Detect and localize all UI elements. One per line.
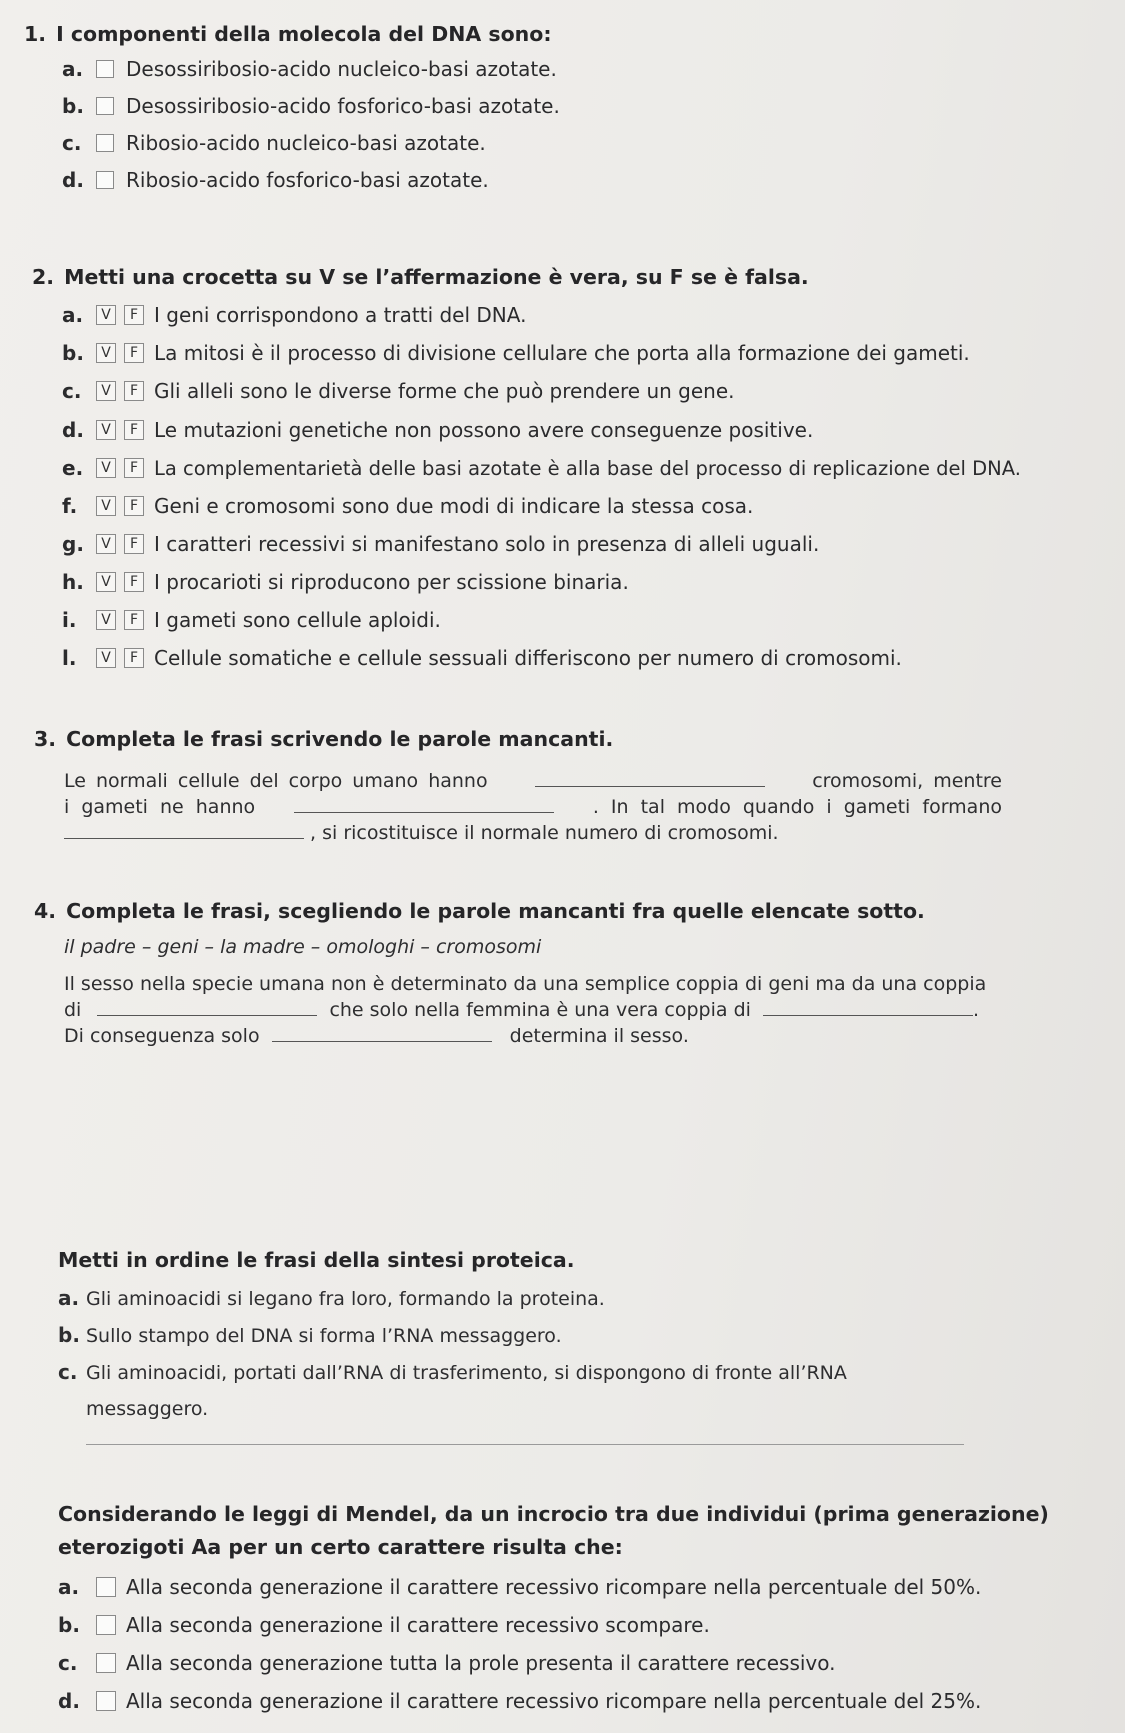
false-box[interactable]: F [124, 648, 144, 668]
q2-item-c [62, 379, 735, 403]
q2-item-h [62, 570, 629, 594]
false-box[interactable]: F [124, 534, 144, 554]
q4-text: . [972, 999, 980, 1021]
q1-option-b[interactable] [62, 94, 560, 118]
q4-blank-3[interactable] [272, 1023, 492, 1042]
option-letter: a. [62, 57, 84, 81]
option-letter: d. [62, 168, 84, 192]
q2-item-e [62, 456, 1021, 480]
q5-answer-line[interactable] [86, 1444, 964, 1445]
q4-text: che solo nella femmina è una vera coppia di [329, 999, 751, 1021]
true-box[interactable]: V [96, 534, 116, 554]
item-text: Gli aminoacidi, portati dall’RNA di trasferimento, si dispongono di fronte all’RNA [86, 1362, 847, 1384]
q3-title [34, 727, 613, 751]
statement-text: La complementarietà delle basi azotate è alla base del processo di replicazione del DNA. [154, 456, 1021, 480]
q2-number: 2. [32, 265, 55, 289]
statement-text: La mitosi è il processo di divisione cellulare che porta alla formazione dei gameti. [154, 341, 970, 365]
true-box[interactable]: V [96, 610, 116, 630]
q1-number: 1. [24, 22, 47, 46]
q3-line-2 [64, 794, 1002, 820]
option-letter: b. [58, 1613, 80, 1637]
q6-checkbox-a[interactable] [96, 1577, 116, 1597]
q6-option-c[interactable] [58, 1651, 836, 1675]
q1-checkbox-b[interactable] [96, 97, 114, 115]
q5-title: Metti in ordine le frasi della sintesi proteica. [58, 1248, 575, 1272]
false-box[interactable]: F [124, 496, 144, 516]
option-text: Alla seconda generazione il carattere recessivo scompare. [126, 1613, 710, 1637]
item-letter: b. [62, 341, 84, 365]
true-box[interactable]: V [96, 305, 116, 325]
q6-option-a[interactable] [58, 1575, 981, 1599]
true-box[interactable]: V [96, 648, 116, 668]
true-box[interactable]: V [96, 572, 116, 592]
item-letter: a. [62, 303, 84, 327]
q2-item-a [62, 303, 526, 327]
option-text: Ribosio-acido nucleico-basi azotate. [126, 131, 486, 155]
q3-text: cromosomi, mentre [812, 770, 1002, 792]
q2-item-l [62, 646, 902, 670]
q2-title-text: Metti una crocetta su V se l’affermazione è vera, su F se è falsa. [64, 265, 809, 289]
q6-checkbox-b[interactable] [96, 1615, 116, 1635]
q6-checkbox-c[interactable] [96, 1653, 116, 1673]
q2-item-i [62, 608, 441, 632]
q3-text: . In tal modo quando i gameti formano [592, 796, 1002, 818]
q1-option-c[interactable] [62, 131, 486, 155]
option-text: Ribosio-acido fosforico-basi azotate. [126, 168, 489, 192]
option-letter: a. [58, 1575, 80, 1599]
q2-item-g [62, 532, 819, 556]
q2-item-b [62, 341, 970, 365]
q3-number: 3. [34, 727, 57, 751]
statement-text: I geni corrispondono a tratti del DNA. [154, 303, 527, 327]
statement-text: I procarioti si riproducono per scissione binaria. [154, 570, 629, 594]
q3-line-1 [64, 768, 1002, 794]
q4-line-1: Il sesso nella specie umana non è determinato da una semplice coppia di geni ma da una coppia [64, 973, 987, 995]
q4-blank-2[interactable] [763, 997, 973, 1016]
q3-text: i gameti ne hanno [64, 796, 256, 818]
q4-text: Di conseguenza solo [64, 1025, 260, 1047]
item-letter: i. [62, 608, 77, 632]
q4-text: determina il sesso. [509, 1025, 689, 1047]
q3-text: , si ricostituisce il normale numero di cromosomi. [310, 822, 779, 844]
q3-blank-3[interactable] [64, 820, 304, 839]
option-text: Desossiribosio-acido fosforico-basi azotate. [126, 94, 560, 118]
q1-title [24, 22, 552, 46]
false-box[interactable]: F [124, 381, 144, 401]
q1-checkbox-c[interactable] [96, 134, 114, 152]
q6-title-line-1: Considerando le leggi di Mendel, da un incrocio tra due individui (prima generazione) [58, 1502, 1049, 1526]
false-box[interactable]: F [124, 610, 144, 630]
q3-blank-2[interactable] [294, 794, 554, 813]
q1-title-text: I componenti della molecola del DNA sono: [56, 22, 552, 46]
option-text: Alla seconda generazione tutta la prole presenta il carattere recessivo. [126, 1651, 836, 1675]
item-letter: g. [62, 532, 84, 556]
q4-title-text: Completa le frasi, scegliendo le parole mancanti fra quelle elencate sotto. [66, 899, 925, 923]
q4-line-3 [64, 1023, 689, 1049]
true-box[interactable]: V [96, 458, 116, 478]
true-box[interactable]: V [96, 496, 116, 516]
statement-text: I gameti sono cellule aploidi. [154, 608, 441, 632]
q1-checkbox-a[interactable] [96, 60, 114, 78]
q1-option-d[interactable] [62, 168, 489, 192]
false-box[interactable]: F [124, 343, 144, 363]
q6-checkbox-d[interactable] [96, 1691, 116, 1711]
false-box[interactable]: F [124, 420, 144, 440]
item-letter: f. [62, 494, 78, 518]
q5-item-a [58, 1285, 605, 1312]
q4-blank-1[interactable] [97, 997, 317, 1016]
q5-item-b [58, 1322, 562, 1349]
item-letter: c. [62, 379, 82, 403]
true-box[interactable]: V [96, 420, 116, 440]
q5-item-c [58, 1359, 847, 1386]
q4-title [34, 899, 925, 923]
true-box[interactable]: V [96, 343, 116, 363]
true-box[interactable]: V [96, 381, 116, 401]
item-letter: e. [62, 456, 84, 480]
q6-option-d[interactable] [58, 1689, 981, 1713]
q2-title [32, 265, 809, 289]
option-text: Desossiribosio-acido nucleico-basi azotate. [126, 57, 557, 81]
option-text: Alla seconda generazione il carattere recessivo ricompare nella percentuale del 50%. [126, 1575, 982, 1599]
statement-text: Geni e cromosomi sono due modi di indicare la stessa cosa. [154, 494, 754, 518]
q6-option-b[interactable] [58, 1613, 710, 1637]
item-letter: l. [62, 646, 77, 670]
statement-text: Gli alleli sono le diverse forme che può prendere un gene. [154, 379, 735, 403]
false-box[interactable]: F [124, 572, 144, 592]
statement-text: Le mutazioni genetiche non possono avere conseguenze positive. [154, 418, 814, 442]
q3-text: Le normali cellule del corpo umano hanno [64, 770, 488, 792]
item-letter: h. [62, 570, 84, 594]
item-text: Sullo stampo del DNA si forma l’RNA messaggero. [86, 1325, 562, 1347]
statement-text: I caratteri recessivi si manifestano solo in presenza di alleli uguali. [154, 532, 820, 556]
q6-title-line-2: eterozigoti Aa per un certo carattere risulta che: [58, 1535, 623, 1559]
option-letter: c. [62, 131, 82, 155]
q4-word-bank: il padre – geni – la madre – omologhi – cromosomi [64, 936, 542, 958]
q2-item-f [62, 494, 753, 518]
q3-line-3 [64, 820, 779, 846]
q4-line-2 [64, 997, 979, 1023]
option-letter: b. [62, 94, 84, 118]
item-text: Gli aminoacidi si legano fra loro, formando la proteina. [86, 1288, 605, 1310]
option-text: Alla seconda generazione il carattere recessivo ricompare nella percentuale del 25%. [126, 1689, 982, 1713]
option-letter: d. [58, 1689, 80, 1713]
item-letter: c. [58, 1360, 78, 1384]
item-letter: d. [62, 418, 84, 442]
q3-title-text: Completa le frasi scrivendo le parole mancanti. [66, 727, 614, 751]
option-letter: c. [58, 1651, 78, 1675]
statement-text: Cellule somatiche e cellule sessuali differiscono per numero di cromosomi. [154, 646, 902, 670]
q5-item-c-continued: messaggero. [86, 1398, 209, 1420]
false-box[interactable]: F [124, 305, 144, 325]
item-letter: a. [58, 1286, 80, 1310]
q4-text: di [64, 999, 82, 1021]
false-box[interactable]: F [124, 458, 144, 478]
q2-item-d [62, 418, 813, 442]
q1-option-a[interactable] [62, 57, 557, 81]
item-letter: b. [58, 1323, 80, 1347]
q3-blank-1[interactable] [535, 768, 765, 787]
q4-number: 4. [34, 899, 57, 923]
q1-checkbox-d[interactable] [96, 171, 114, 189]
